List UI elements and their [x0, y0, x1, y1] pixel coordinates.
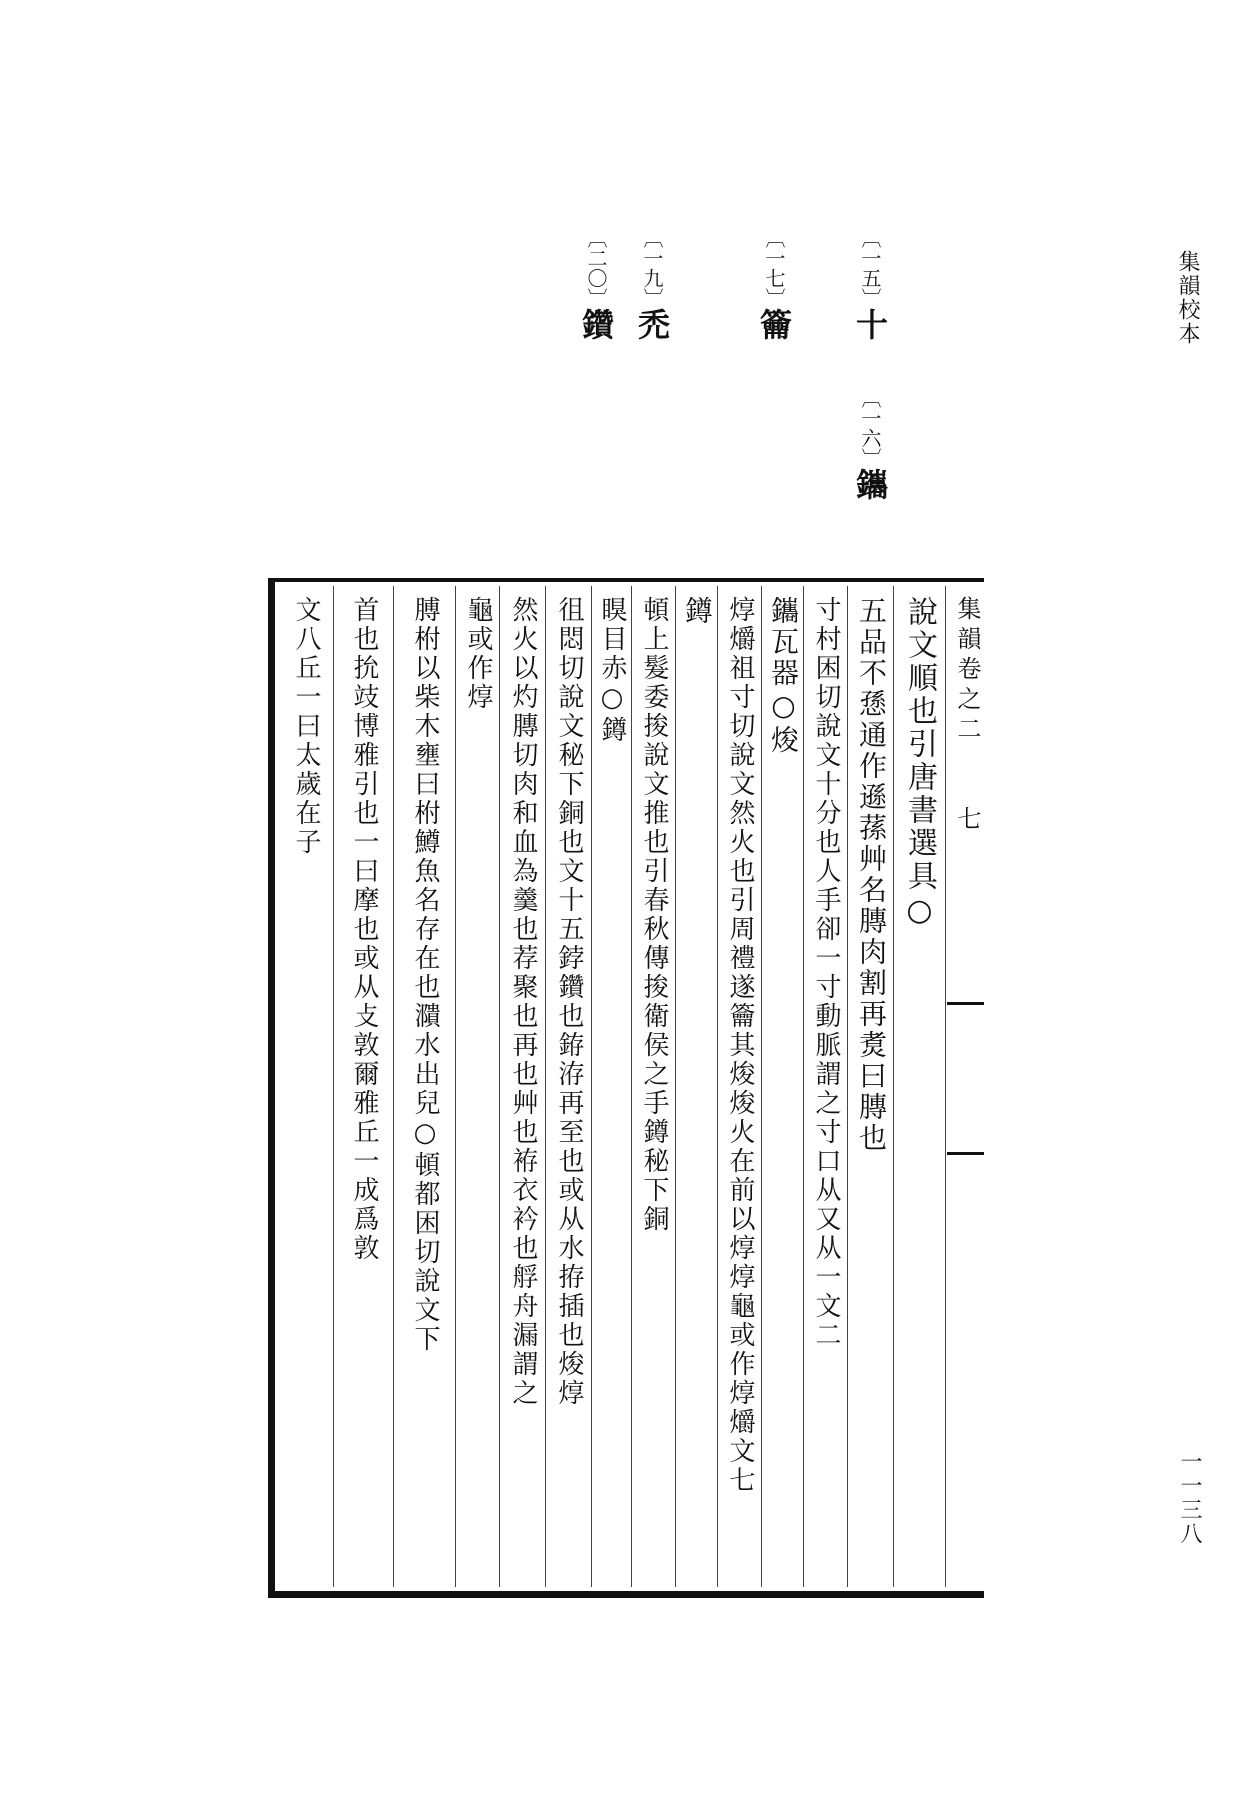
note-text: 籥: [755, 308, 793, 340]
collation-note: [577, 228, 615, 340]
block-center-column: 集韻卷之二 七: [953, 596, 981, 836]
text-column: 首也抁攱博雅引也一曰摩也或从攴敦爾雅丘一成爲敦: [349, 596, 379, 1263]
running-title: 集韻校本: [1175, 250, 1200, 346]
column-rule: [393, 586, 394, 1587]
note-text: 鑴: [851, 468, 889, 500]
note-marker: 〔一七〕: [762, 228, 786, 308]
woodblock-frame: [268, 578, 984, 1598]
text-column: 頓上髮委捘說文推也引春秋傳捘衛侯之手鐏秘下銅: [639, 596, 669, 1234]
text-column: 徂悶切說文秘下銅也文十五鋍鑽也銌洊再至也或从水拵插也焌焞: [554, 596, 584, 1408]
text-column: 五品不愻通作遜蓀艸名膞肉割再煑曰膞也: [855, 596, 888, 1154]
text-column: 鑴瓦器○焌: [767, 596, 800, 756]
collation-note: [851, 388, 889, 500]
text-column: 文八丘一曰太歲在子: [291, 596, 321, 857]
note-marker: 〔二〇〕: [584, 228, 608, 308]
note-marker: 〔一六〕: [858, 388, 882, 468]
page-number: 一一三八: [1177, 1450, 1202, 1546]
note-marker: 〔一五〕: [858, 228, 882, 308]
column-rule: [761, 586, 762, 1587]
column-rule: [945, 586, 946, 1587]
note-marker: 〔一九〕: [640, 228, 664, 308]
collation-note: [633, 228, 671, 340]
column-rule: [333, 586, 334, 1587]
note-text: 禿: [633, 308, 671, 340]
text-column: 然火以灼膞切肉和血為羹也荐聚也再也艸也袸衣衿也艀舟漏謂之: [508, 596, 538, 1408]
column-rule: [893, 586, 894, 1587]
text-column: 瞁目赤○鐏: [597, 596, 627, 745]
column-rule: [847, 586, 848, 1587]
collation-note: [851, 228, 889, 340]
collation-note: [755, 228, 793, 340]
column-rule: [455, 586, 456, 1587]
column-rule: [499, 586, 500, 1587]
column-rule: [675, 586, 676, 1587]
text-column: 寸村困切說文十分也人手卻一寸動脈謂之寸口从又从一文二: [811, 596, 841, 1350]
column-rule: [631, 586, 632, 1587]
column-rule: [545, 586, 546, 1587]
note-text: 十: [851, 308, 889, 340]
column-rule: [591, 586, 592, 1587]
text-column: 說文順也引唐書選具○: [902, 596, 937, 931]
column-rule: [803, 586, 804, 1587]
note-text: 鑽: [577, 308, 615, 340]
text-column: 焞爝祖寸切說文然火也引周禮遂籥其焌焌火在前以焞焞龜或作焞爝文七: [725, 596, 755, 1495]
text-column: 龜或作焞: [463, 596, 493, 712]
text-column: 膊柎以柴木壅曰柎鱒魚名存在也濻水出兒○頓都困切說文下: [410, 596, 440, 1354]
column-rule: [717, 586, 718, 1587]
text-column: 鐏: [681, 596, 714, 627]
